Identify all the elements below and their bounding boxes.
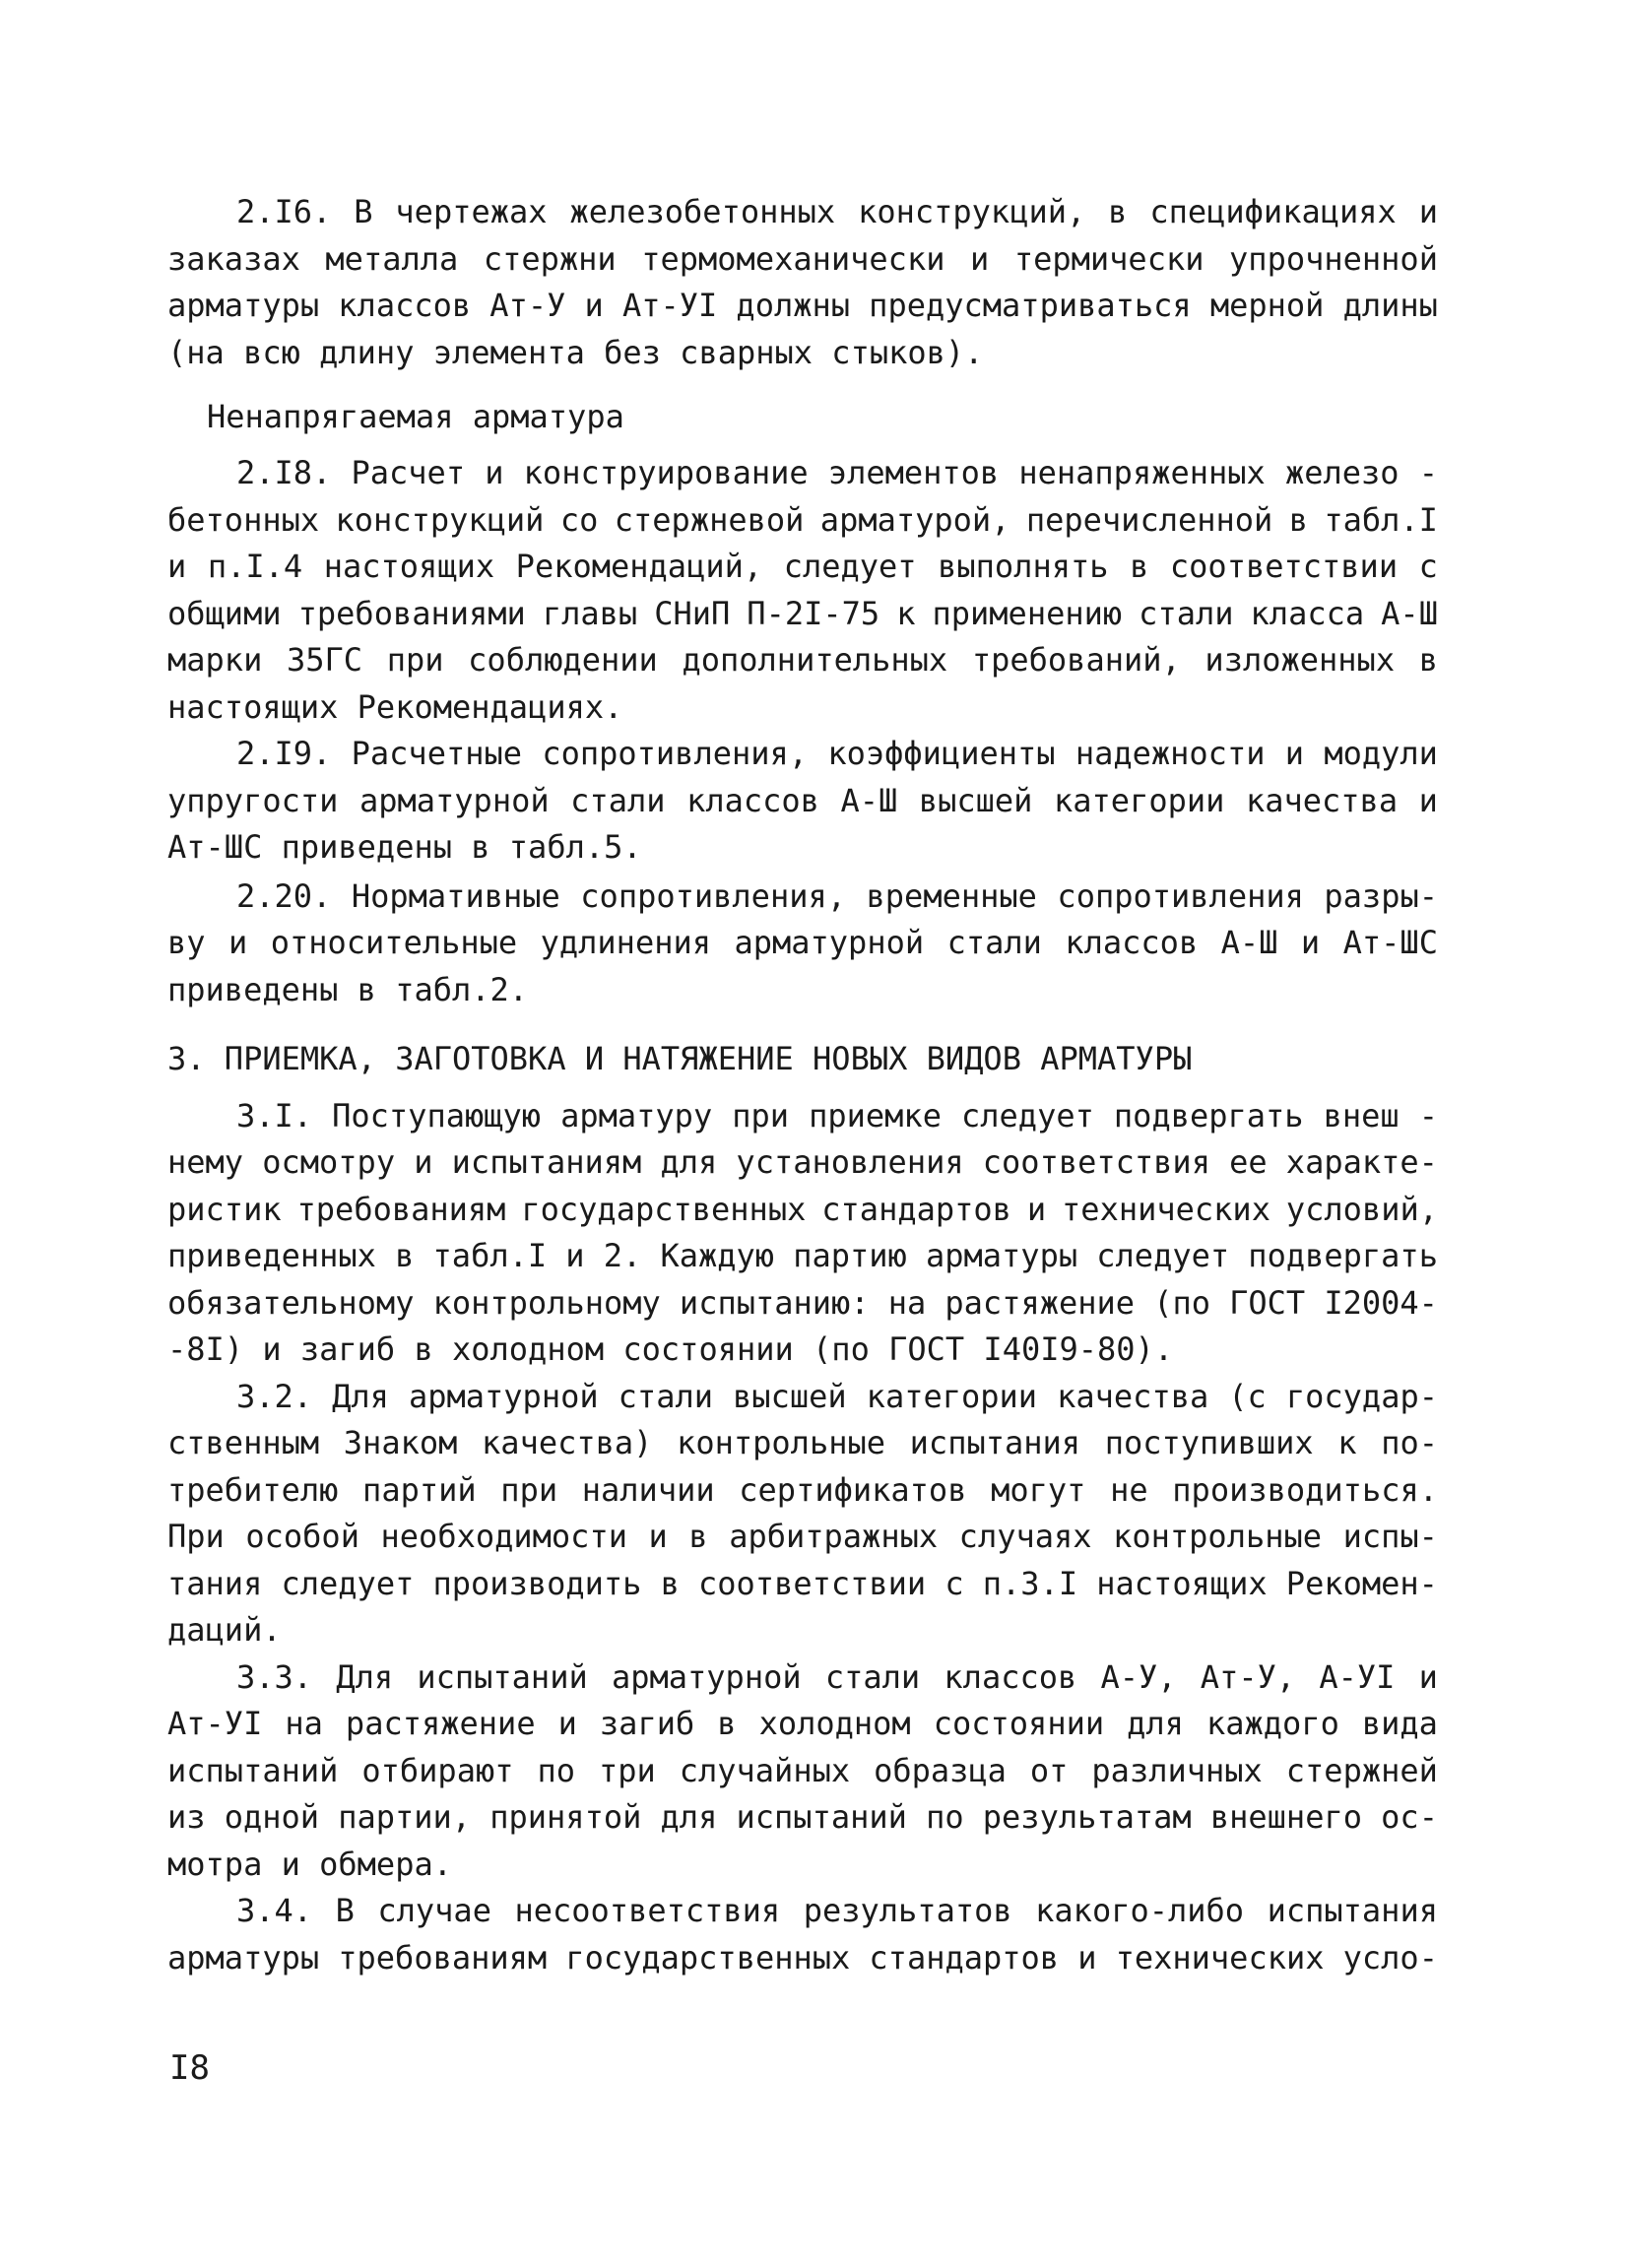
- text-line: приведены в табл.2.: [167, 971, 529, 1008]
- text-line: 2.I9. Расчетные сопротивления, коэффициенты надежности и модули: [236, 735, 1438, 772]
- text-line: и п.I.4 настоящих Рекомендаций, следует выполнять в соответствии с: [167, 548, 1438, 585]
- text-line: 3.I. Поступающую арматуру при приемке следует подвергать внеш -: [236, 1097, 1438, 1134]
- text-line: 3.2. Для арматурной стали высшей категории качества (с государ-: [236, 1378, 1438, 1415]
- text-line: приведенных в табл.I и 2. Каждую партию арматуры следует подвергать: [167, 1237, 1438, 1274]
- text-line: 3.4. В случае несоответствия результатов какого-либо испытания: [236, 1892, 1438, 1929]
- text-line: нему осмотру и испытаниям для установления соответствия ее характе-: [167, 1143, 1438, 1181]
- text-line: бетонных конструкций со стержневой арматурой, перечисленной в табл.I: [167, 501, 1438, 539]
- text-line: (на всю длину элемента без сварных стыков).: [167, 334, 984, 371]
- text-line: марки 35ГС при соблюдении дополнительных требований, изложенных в: [167, 641, 1438, 679]
- text-line: 3.3. Для испытаний арматурной стали классов А-У, Ат-У, А-УI и: [236, 1658, 1438, 1696]
- page-number: I8: [169, 2048, 210, 2088]
- text-line: даций.: [167, 1611, 282, 1649]
- text-line: 2.I8. Расчет и конструирование элементов ненапряженных железо -: [236, 454, 1438, 491]
- text-line: ву и относительные удлинения арматурной стали классов А-Ш и Ат-ШС: [167, 924, 1438, 961]
- text-line: испытаний отбирают по три случайных образца от различных стержней: [167, 1752, 1438, 1789]
- text-line: арматуры требованиям государственных стандартов и технических усло-: [167, 1939, 1438, 1976]
- text-line: При особой необходимости и в арбитражных случаях контрольные испы-: [167, 1518, 1438, 1555]
- text-line: заказах металла стержни термомеханически и термически упрочненной: [167, 240, 1438, 278]
- text-line: из одной партии, принятой для испытаний по результатам внешнего ос-: [167, 1798, 1438, 1836]
- text-line: ристик требованиям государственных стандартов и технических условий,: [167, 1191, 1438, 1228]
- text-line: настоящих Рекомендациях.: [167, 688, 623, 726]
- text-line: арматуры классов Ат-У и Ат-УI должны предусматриваться мерной длины: [167, 287, 1438, 324]
- text-line: ственным Знаком качества) контрольные испытания поступивших к по-: [167, 1424, 1438, 1461]
- text-line: Ат-ШС приведены в табл.5.: [167, 828, 642, 866]
- text-line: Ненапрягаемая арматура: [207, 398, 624, 435]
- text-line: мотра и обмера.: [167, 1846, 452, 1883]
- text-line: 2.I6. В чертежах железобетонных конструкций, в спецификациях и: [236, 193, 1438, 230]
- text-line: требителю партий при наличии сертификатов могут не производиться.: [167, 1471, 1438, 1509]
- text-line: 2.20. Нормативные сопротивления, временные сопротивления разры-: [236, 877, 1438, 915]
- text-line: тания следует производить в соответствии с п.3.I настоящих Рекомен-: [167, 1565, 1438, 1602]
- text-line: обязательному контрольному испытанию: на растяжение (по ГОСТ I2004-: [167, 1284, 1438, 1322]
- text-line: общими требованиями главы СНиП П-2I-75 к применению стали класса А-Ш: [167, 595, 1438, 632]
- text-line: -8I) и загиб в холодном состоянии (по ГОСТ I40I9-80).: [167, 1330, 1174, 1368]
- text-line: 3. ПРИЕМКА, ЗАГОТОВКА И НАТЯЖЕНИЕ НОВЫХ ВИДОВ АРМАТУРЫ: [167, 1040, 1193, 1077]
- text-line: Ат-УI на растяжение и загиб в холодном состоянии для каждого вида: [167, 1705, 1438, 1742]
- text-line: упругости арматурной стали классов А-Ш высшей категории качества и: [167, 782, 1438, 819]
